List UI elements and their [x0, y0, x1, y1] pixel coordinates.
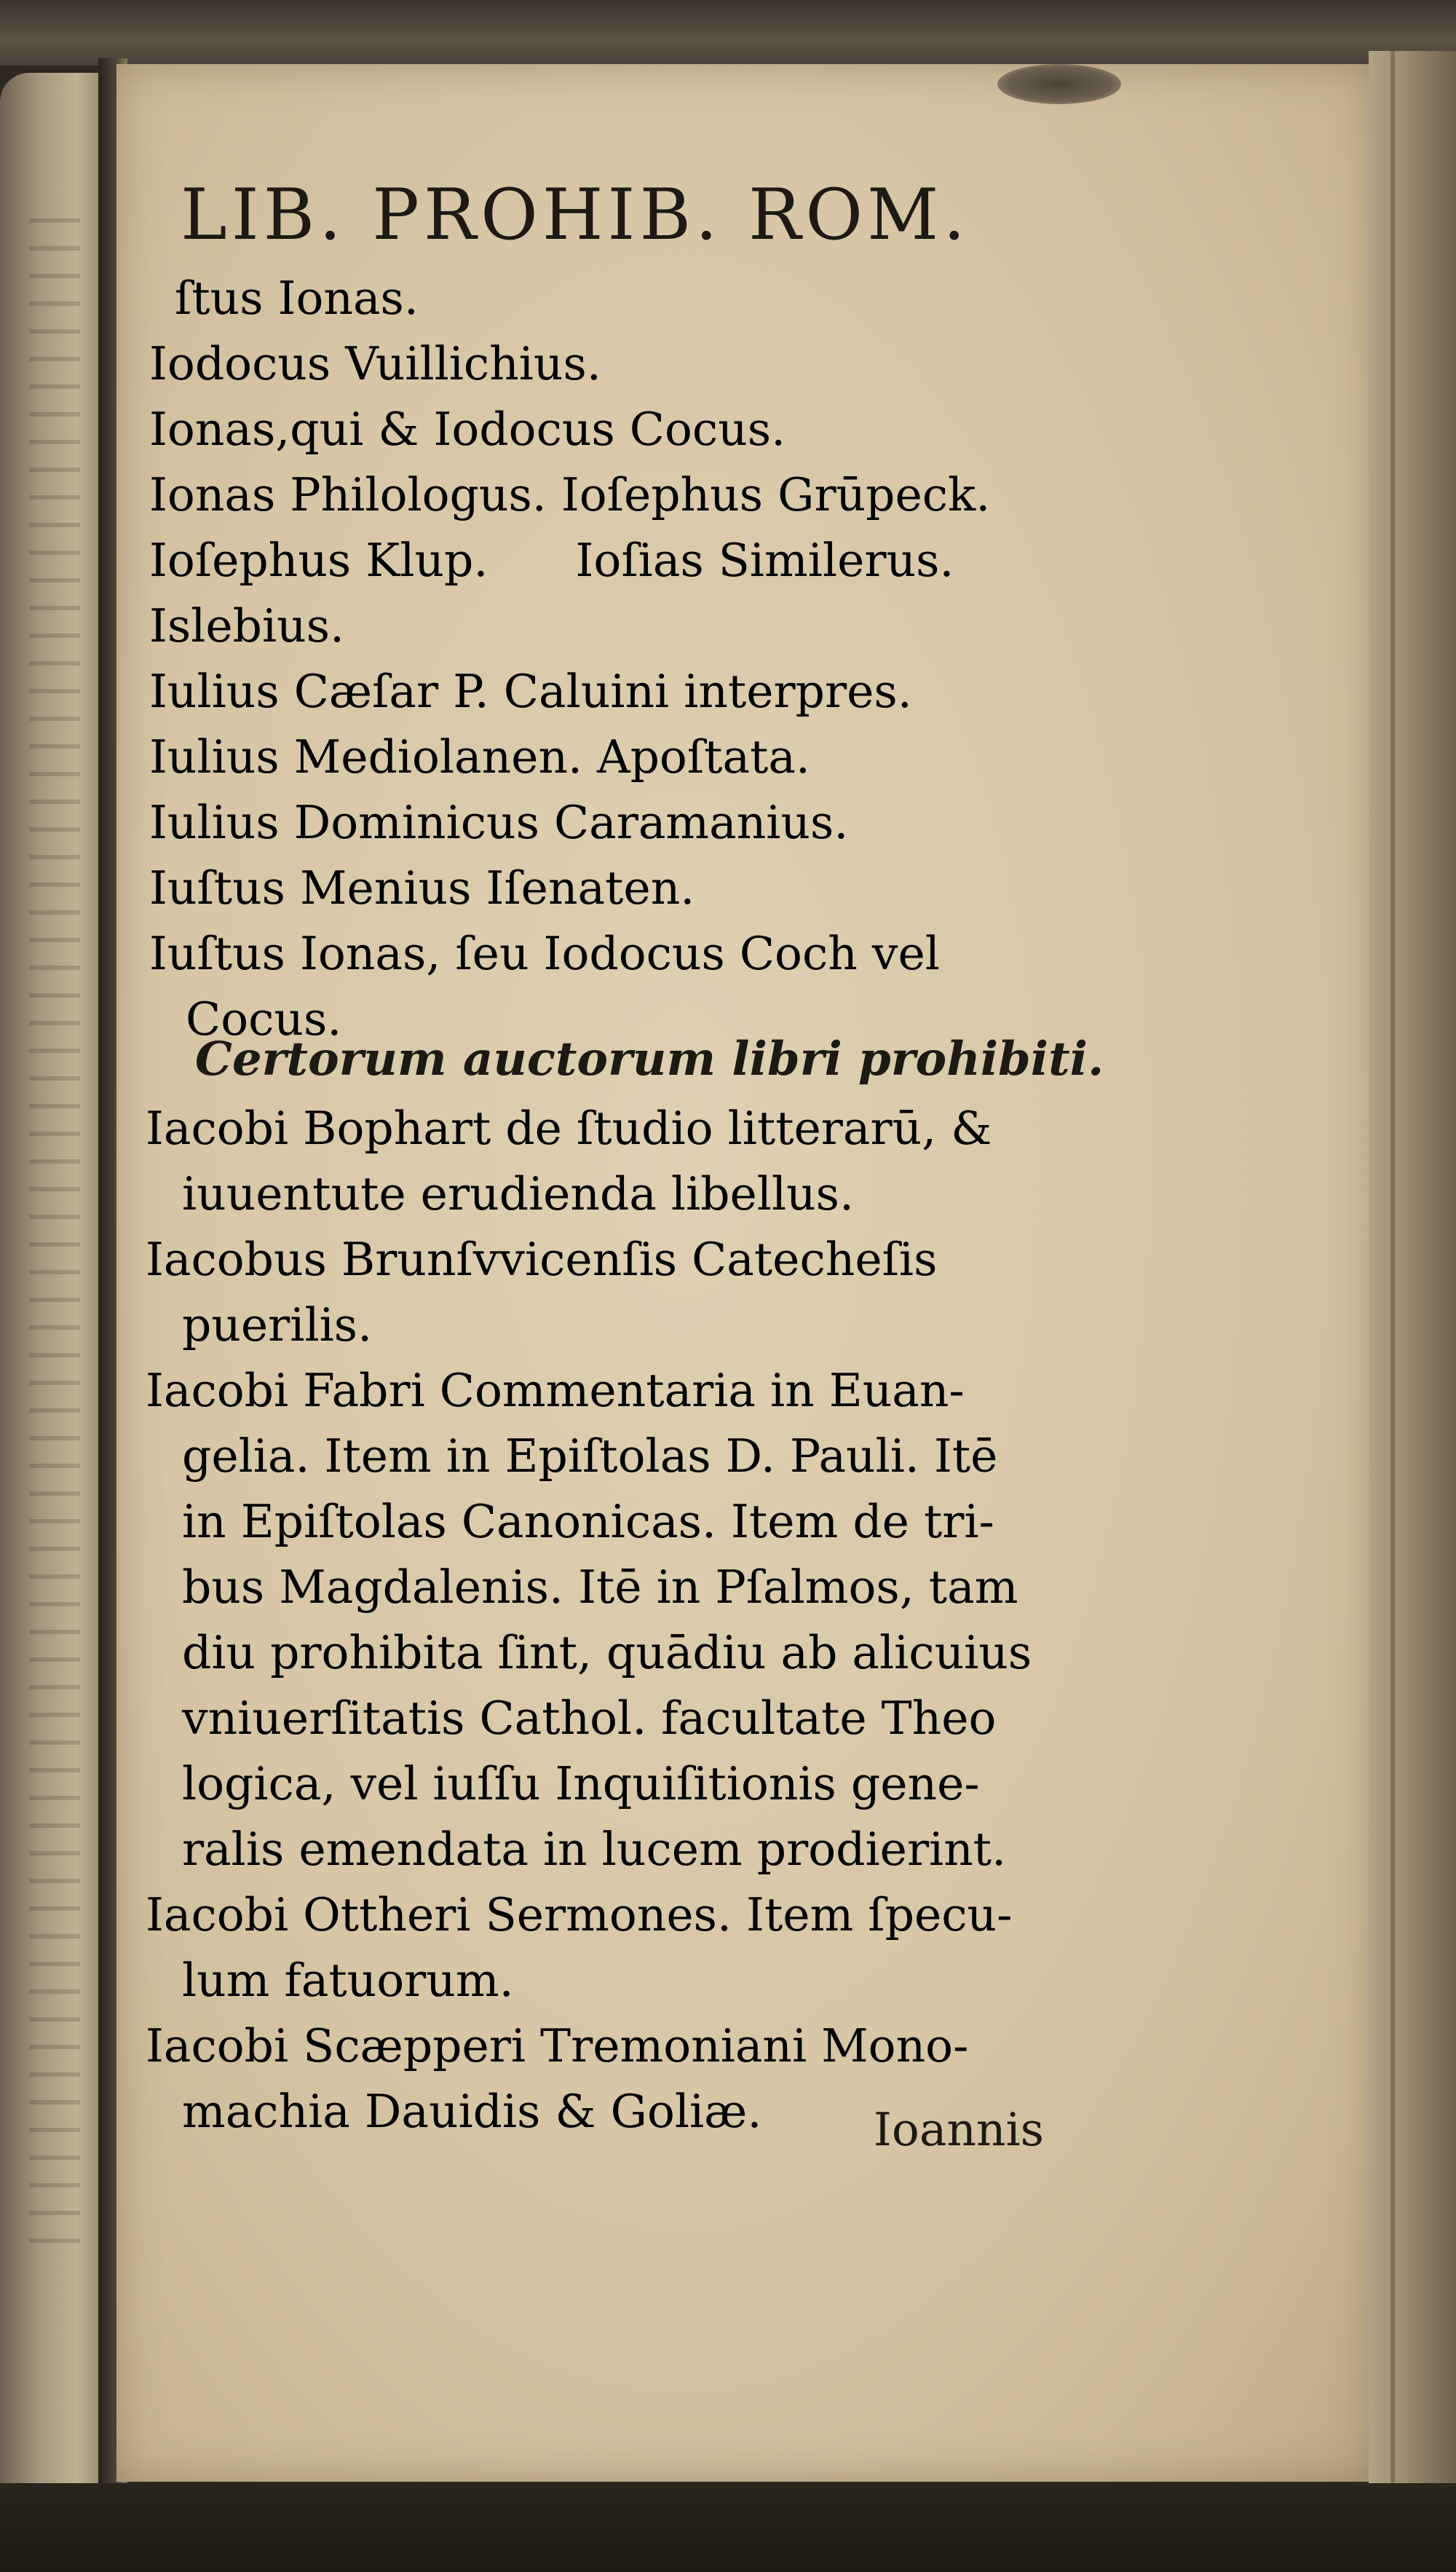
entry-line-continuation: lum fatuorum. — [182, 1954, 514, 2007]
list-item — [146, 1227, 1107, 1358]
entry-line: Iuſtus Ionas, ſeu Iodocus Coch vel — [149, 927, 940, 980]
list-item — [149, 331, 1096, 397]
entry-line: Islebius. — [149, 599, 345, 652]
entry-line: Iacobi Scæpperi Tremoniani Mono- — [146, 2019, 969, 2072]
list-item — [146, 1096, 1107, 1227]
entry-line: ſtus Ionas. — [175, 272, 419, 325]
entry-line: Iacobus Brunſvvicenſis Catecheſis — [146, 1233, 938, 1286]
entry-line-continuation: Cocus. — [186, 993, 342, 1046]
entry-line: Iulius Mediolanen. Apoſtata. — [149, 730, 810, 784]
list-item — [149, 725, 1096, 790]
list-item — [149, 397, 1096, 462]
entry-line: Iacobi Ottheri Sermones. Item ſpecu- — [146, 1888, 1013, 1941]
background-bottom — [0, 2483, 1456, 2572]
entry-line-continuation: in Epiſtolas Canonicas. Item de tri- — [182, 1495, 994, 1548]
list-item — [149, 462, 1096, 528]
list-item — [149, 593, 1096, 659]
catchword: Ioannis — [874, 2103, 1045, 2156]
entry-list-top — [149, 266, 1096, 1052]
entry-line-continuation: machia Dauidis & Goliæ. — [182, 2085, 762, 2138]
facing-page-left — [0, 73, 109, 2520]
entry-line: Iodocus Vuillichius. — [149, 337, 601, 390]
entry-line: Iuſtus Menius Iſenaten. — [149, 861, 695, 915]
entry-line-continuation: gelia. Item in Epiſtolas D. Pauli. Itē — [182, 1429, 998, 1483]
entry-line-continuation: ralis emendata in lucem prodierint. — [182, 1823, 1007, 1876]
entry-line: Ionas,qui & Iodocus Cocus. — [149, 403, 786, 456]
entry-line: Iulius Dominicus Caramanius. — [149, 796, 849, 849]
entry-line: Iulius Cæſar P. Caluini interpres. — [149, 665, 912, 718]
entry-line-continuation: puerilis. — [182, 1298, 373, 1352]
entry-line: Iacobi Fabri Commentaria in Euan- — [146, 1364, 965, 1417]
running-head: LIB. PROHIB. ROM. — [181, 174, 970, 256]
entry-line-continuation: iuuentute erudienda libellus. — [182, 1167, 855, 1220]
list-item — [146, 1358, 1107, 1882]
list-item — [149, 528, 1096, 593]
list-item — [149, 790, 1096, 856]
section-heading: Certorum auctorum libri prohibiti. — [195, 1032, 1104, 1086]
list-item — [149, 266, 1096, 331]
entry-line-continuation: bus Magdalenis. Itē in Pſalmos, tam — [182, 1561, 1018, 1614]
entry-list-bottom — [146, 1096, 1107, 2145]
entry-line-continuation: logica, vel iuſſu Inquiſitionis gene- — [182, 1757, 980, 1810]
entry-line-continuation: diu prohibita ſint, quādiu ab alicuius — [182, 1626, 1032, 1679]
list-item — [149, 856, 1096, 921]
entry-line: Ioſephus Klup. Ioſias Similerus. — [149, 534, 954, 587]
ink-stain — [997, 64, 1121, 104]
list-item — [146, 1882, 1107, 2013]
page-edge-right — [1369, 51, 1456, 2498]
background-top — [0, 0, 1456, 66]
entry-line: Iacobi Bophart de ſtudio litterarū, & — [146, 1102, 992, 1155]
list-item — [149, 659, 1096, 725]
entry-line: Ionas Philologus. Ioſephus Grūpeck. — [149, 468, 991, 521]
entry-line-continuation: vniuerſitatis Cathol. facultate Theo — [182, 1692, 997, 1745]
